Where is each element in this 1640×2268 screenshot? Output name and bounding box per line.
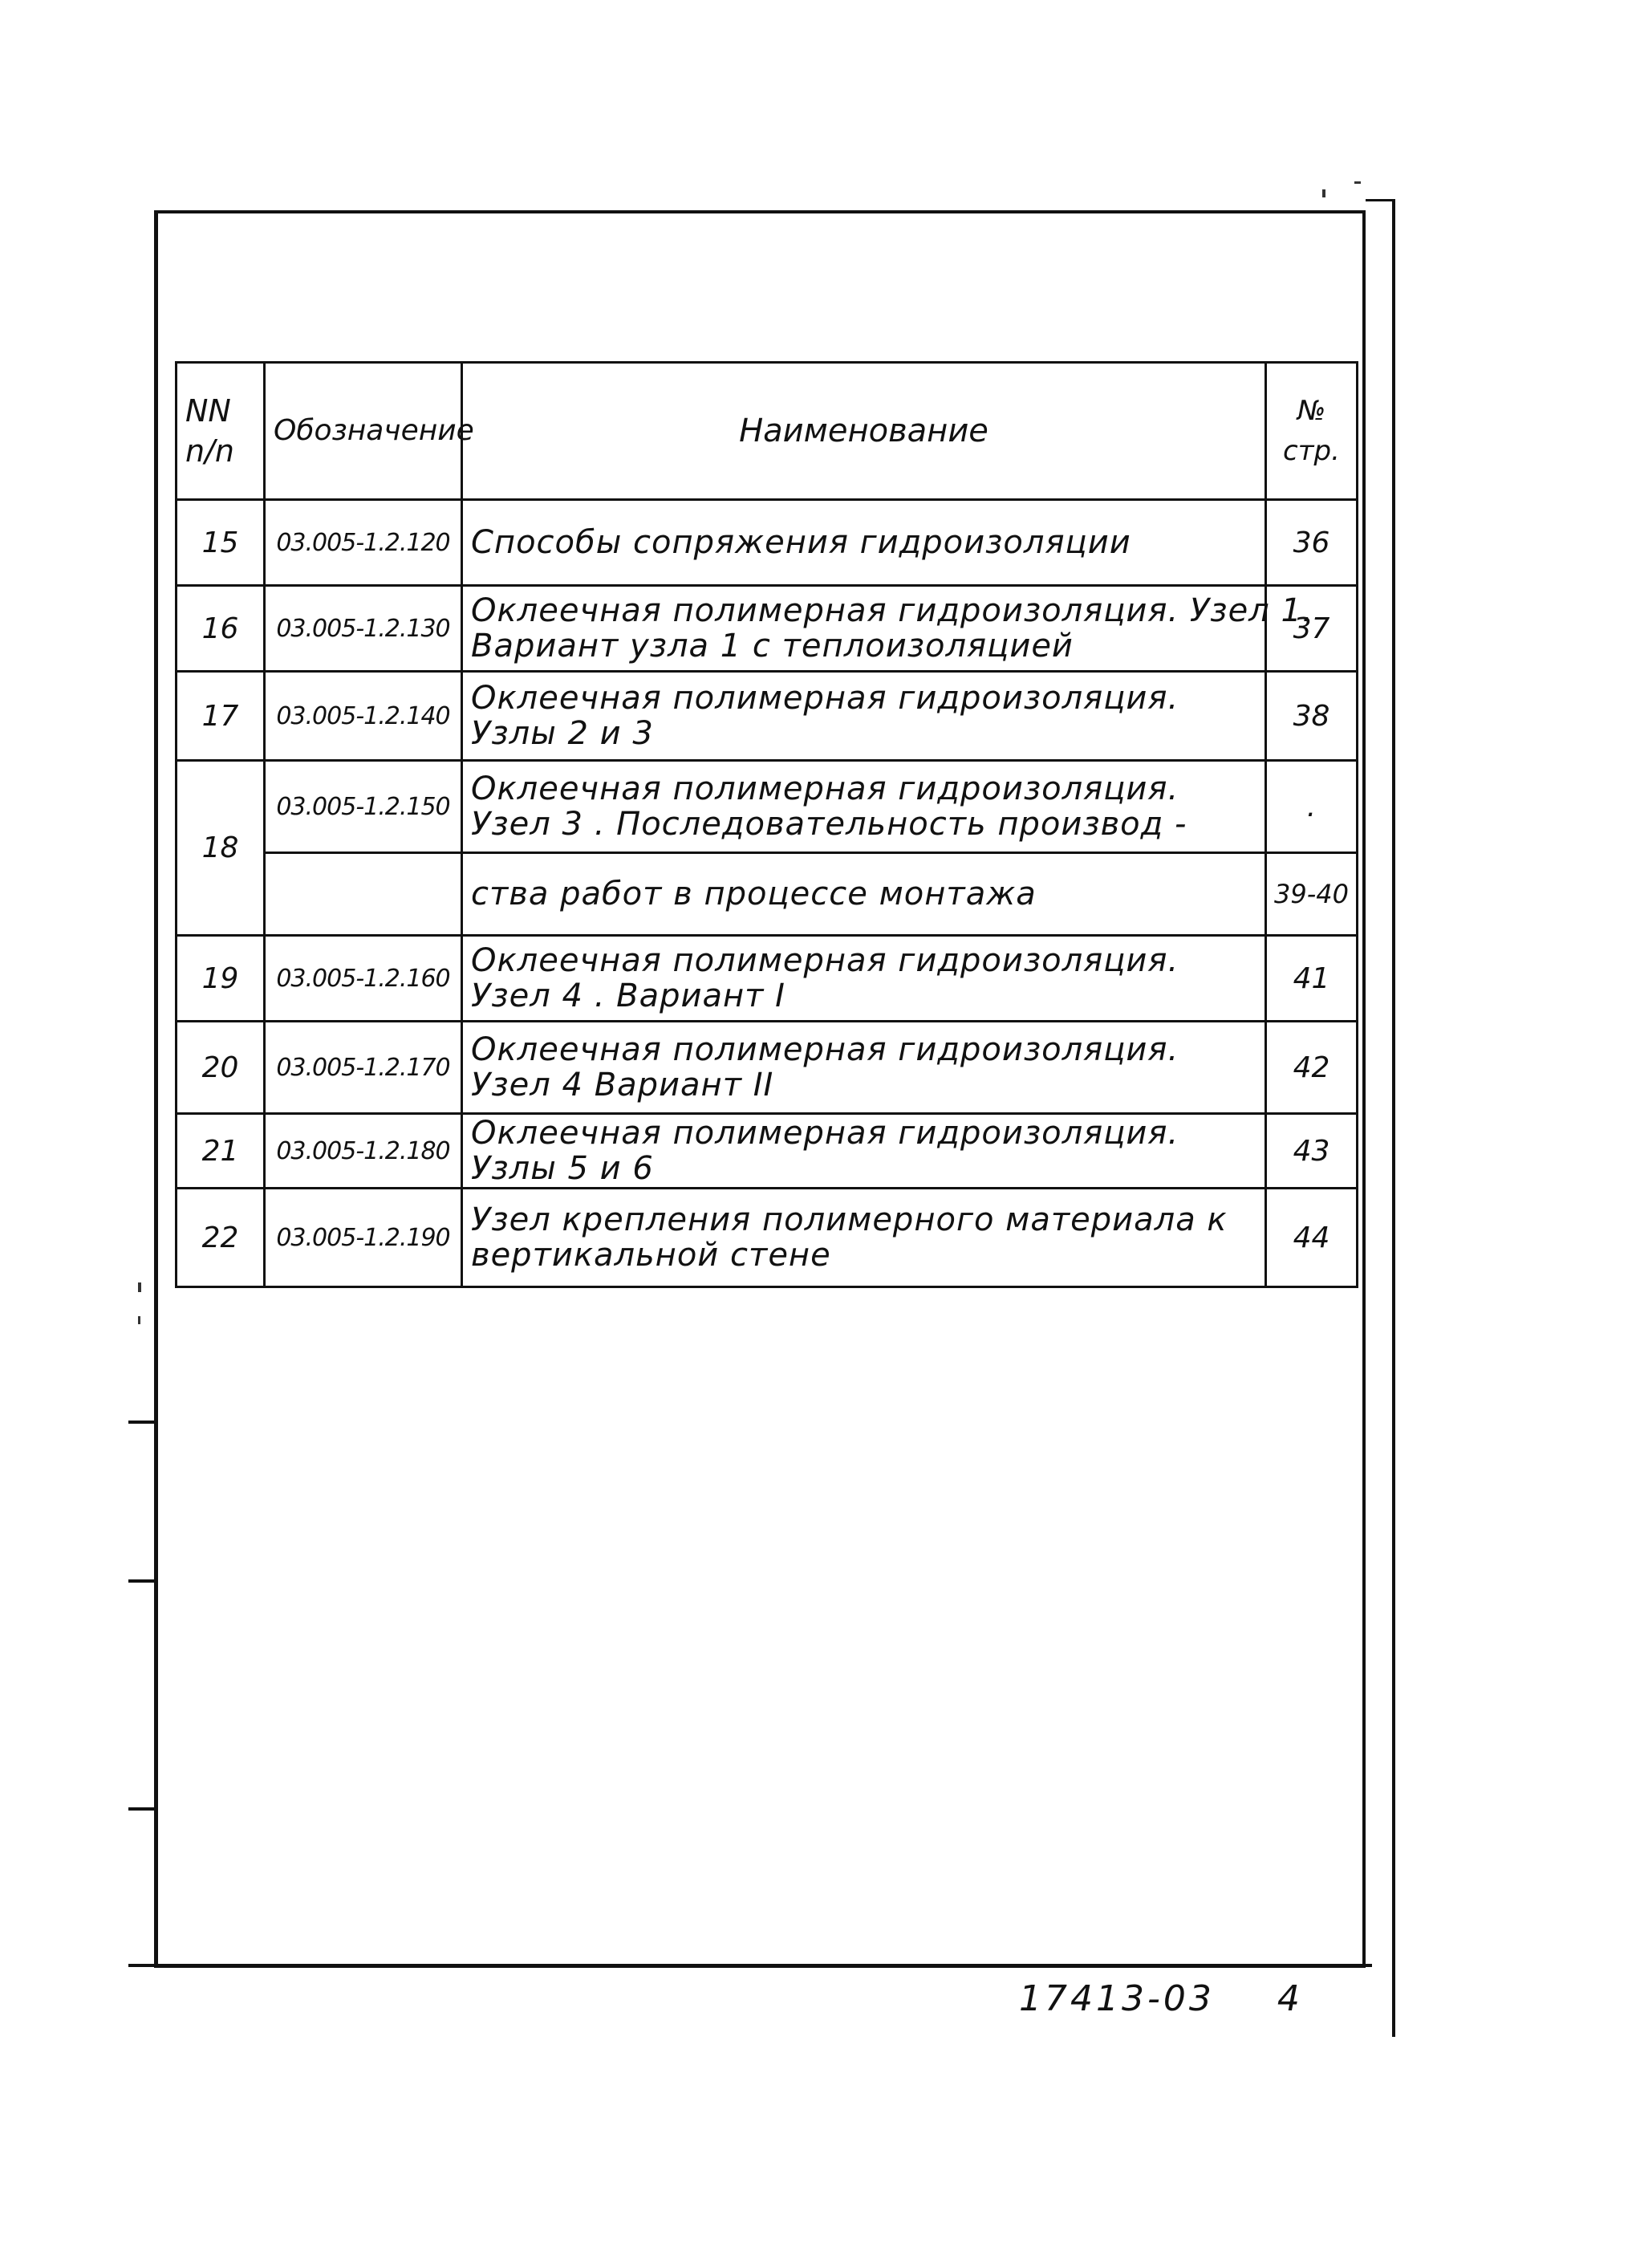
- row-name-continuation: ства работ в процессе монтажа: [462, 853, 1266, 936]
- table-header-row: [177, 363, 1358, 500]
- row-page: 38: [1266, 672, 1358, 761]
- row-number: 17: [177, 672, 265, 761]
- row-number: 18: [177, 761, 265, 936]
- row-page: 39-40: [1266, 853, 1358, 936]
- row-page: 41: [1266, 936, 1358, 1022]
- row-designation: 03.005-1.2.170: [265, 1022, 462, 1114]
- row-designation: 03.005-1.2.130: [265, 586, 462, 672]
- scan-mark: [138, 1282, 141, 1292]
- table-row: [177, 672, 1358, 761]
- table-row: [177, 761, 1358, 853]
- row-number: 15: [177, 500, 265, 586]
- row-number: 20: [177, 1022, 265, 1114]
- scan-mark: [1354, 181, 1361, 184]
- row-designation: 03.005-1.2.190: [265, 1189, 462, 1287]
- row-name: Оклеечная полимерная гидроизоляция. Узел 3 . Последовательность производ -: [462, 761, 1266, 853]
- header-designation: Обозначение: [265, 363, 462, 500]
- row-name: Оклеечная полимерная гидроизоляция. Узлы 5 и 6: [462, 1114, 1266, 1189]
- row-number: 22: [177, 1189, 265, 1287]
- row-designation: 03.005-1.2.160: [265, 936, 462, 1022]
- row-page: 42: [1266, 1022, 1358, 1114]
- row-page: 44: [1266, 1189, 1358, 1287]
- row-designation-empty: [265, 853, 462, 936]
- table-row-continuation: [177, 853, 1358, 936]
- binding-tick: [128, 1579, 157, 1583]
- row-page: 37: [1266, 586, 1358, 672]
- row-page: .: [1266, 761, 1358, 853]
- row-designation: 03.005-1.2.180: [265, 1114, 462, 1189]
- row-name: Оклеечная полимерная гидроизоляция. Узел 1. Вариант узла 1 с теплоизоляцией: [462, 586, 1266, 672]
- sheet-number: 4: [1277, 1978, 1303, 2019]
- row-name: Способы сопряжения гидроизоляции: [462, 500, 1266, 586]
- table-row: [177, 1022, 1358, 1114]
- binding-tick: [128, 1421, 157, 1424]
- row-designation: 03.005-1.2.120: [265, 500, 462, 586]
- scan-mark: [138, 1316, 140, 1324]
- scan-mark: [1322, 189, 1325, 197]
- row-name: Оклеечная полимерная гидроизоляция. Узлы 2 и 3: [462, 672, 1266, 761]
- outer-frame-line: [1392, 199, 1395, 2037]
- table-row: [177, 500, 1358, 586]
- row-designation: 03.005-1.2.140: [265, 672, 462, 761]
- table-row: [177, 936, 1358, 1022]
- header-page: № стр.: [1266, 363, 1358, 500]
- header-number: NN n/n: [177, 363, 265, 500]
- frame-bottom-line: [128, 1964, 1372, 1967]
- row-number: 19: [177, 936, 265, 1022]
- binding-tick: [128, 1807, 157, 1811]
- title-block-stamp: [1019, 1978, 1303, 2019]
- row-designation: 03.005-1.2.150: [265, 761, 462, 853]
- row-name: Оклеечная полимерная гидроизоляция. Узел 4 . Вариант I: [462, 936, 1266, 1022]
- row-page: 43: [1266, 1114, 1358, 1189]
- table-row: [177, 586, 1358, 672]
- table-row: [177, 1114, 1358, 1189]
- row-name: Узел крепления полимерного материала к вертикальной стене: [462, 1189, 1266, 1287]
- frame-top-extension: [1366, 199, 1395, 201]
- document-code: 17413-03: [1019, 1978, 1215, 2019]
- row-number: 21: [177, 1114, 265, 1189]
- row-name: Оклеечная полимерная гидроизоляция. Узел 4 Вариант II: [462, 1022, 1266, 1114]
- row-number: 16: [177, 586, 265, 672]
- header-name: Наименование: [462, 363, 1266, 500]
- table-row: [177, 1189, 1358, 1287]
- contents-table: [175, 361, 1358, 1288]
- row-page: 36: [1266, 500, 1358, 586]
